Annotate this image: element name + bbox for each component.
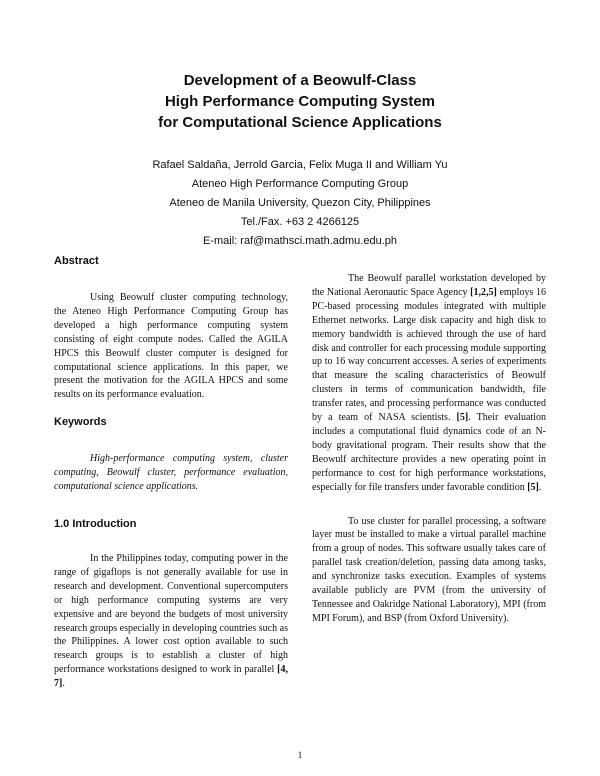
author-email: E-mail: raf@mathsci.math.admu.edu.ph (203, 235, 397, 247)
paper-title (90, 70, 510, 133)
intro-p2-citation-1: [1,2,5] (470, 286, 497, 298)
author-block (70, 156, 530, 251)
abstract-heading: Abstract (54, 255, 99, 267)
title-line-1: Development of a Beowulf-Class (183, 72, 417, 89)
introduction-heading: 1.0 Introduction (54, 518, 137, 530)
abstract-text: Using Beowulf cluster computing technology, the Ateneo High Performance Computing Group has developed a high performance computing system consisting of eight compute nodes. Called the AGILA HPCS this Beowulf cluster computer is designed for computational science applications. In this paper, we present the motivation for the AGILA HPCS and some results on its performance evaluation. (54, 292, 288, 401)
author-university: Ateneo de Manila University, Quezon City, Philippines (169, 197, 431, 209)
keywords-text: High-performance computing system, cluster computing, Beowulf cluster, performance evaluation, computational science applications. (54, 453, 288, 492)
intro-paragraph-3: To use cluster for parallel processing, a software layer must be installed to make a virtual parallel machine from a group of nodes. This software usually takes care of parallel task creation/deletion, passing data among tasks, and synchronize tasks execution. Examples of systems available publicly are PVM (from the university of Tennessee and Oakridge National Laboratory), MPI (from MPI Forum), and BSP (from Oxford University). (312, 515, 546, 624)
title-line-2: High Performance Computing System (164, 93, 436, 110)
page-number: 1 (297, 750, 303, 760)
keywords-heading: Keywords (54, 416, 107, 428)
intro-p2-citation-2: [5] (456, 412, 469, 424)
intro-p2-text-b: employs 16 PC-based processing modules integrated with multiple Ethernet networks. Large disk capacity and high disk to memory bandwidth is achieved through the use of hard disk and controller for each processing module supporting up to 16 way concurrent accesses. A series of experiments that measure the scaling characteristics of Beowulf clusters in terms of communication bandwidth, file transfer rates, and processing performance was conducted by a team of NASA scientists. (312, 286, 546, 424)
intro-paragraph-1: In the Philippines today, computing power in the range of gigaflops is not generally available for use in research and development. Conventional supercomputers or high performance computing systems are very expensive and are beyond the budgets of most university research groups especially in developing countries such as the Philippines. A lower cost option available to such research groups is to establish a cluster of high performance workstations designed to work in parallel [4, 7]. (54, 553, 288, 690)
intro-p1-text: In the Philippines today, computing power in the range of gigaflops is not generally available for use in research and development. Conventional supercomputers or high performance computing systems are very expensive and are beyond the budgets of most university research groups especially in developing countries such as the Philippines. A lower cost option available to such research groups is to establish a cluster of high performance workstations designed to work in parallel (54, 553, 288, 676)
intro-paragraph-2: The Beowulf parallel workstation developed by the National Aeronautic Space Agency [1,2,5] employs 16 PC-based processing modules integrated with multiple Ethernet networks. Large disk capacity and high disk to memory bandwidth is achieved through the use of hard disk and controller for each processing module supporting up to 16 way concurrent accesses. A series of experiments that measure the scaling characteristics of Beowulf clusters in terms of communication bandwidth, file transfer rates, and processing performance was conducted by a team of NASA scientists. [5]. Their evaluation includes a computational fluid dynamics code of an N-body gravitational program. Their results show that the Beowulf architecture provides a new operating point in performance to cost for high performance workstations, especially for file transfers under favorable condition [5]. (312, 273, 547, 493)
author-names: Rafael Saldaña, Jerrold Garcia, Felix Muga II and William Yu (152, 159, 448, 171)
intro-p2-text-c: Their evaluation includes a computational fluid dynamics code of an N-body gravitational program. Their results show that the Beowulf architecture provides a new operating point in performance to cost for high performance workstations, especially for file transfers under favorable condition (312, 412, 547, 493)
author-group: Ateneo High Performance Computing Group (191, 178, 409, 190)
intro-left-column (54, 552, 288, 691)
abstract-body (54, 291, 288, 402)
keywords-body (54, 452, 288, 494)
title-line-3: for Computational Science Applications (158, 114, 442, 131)
intro-right-column (312, 272, 546, 626)
intro-p2-citation-3: [5] (527, 481, 539, 493)
intro-p2-text-a: The Beowulf parallel workstation developed by the National Aeronautic Space Agency (312, 273, 546, 298)
intro-p1-citation: [4, 7] (54, 664, 288, 690)
author-phone: Tel./Fax. +63 2 4266125 (240, 216, 360, 228)
